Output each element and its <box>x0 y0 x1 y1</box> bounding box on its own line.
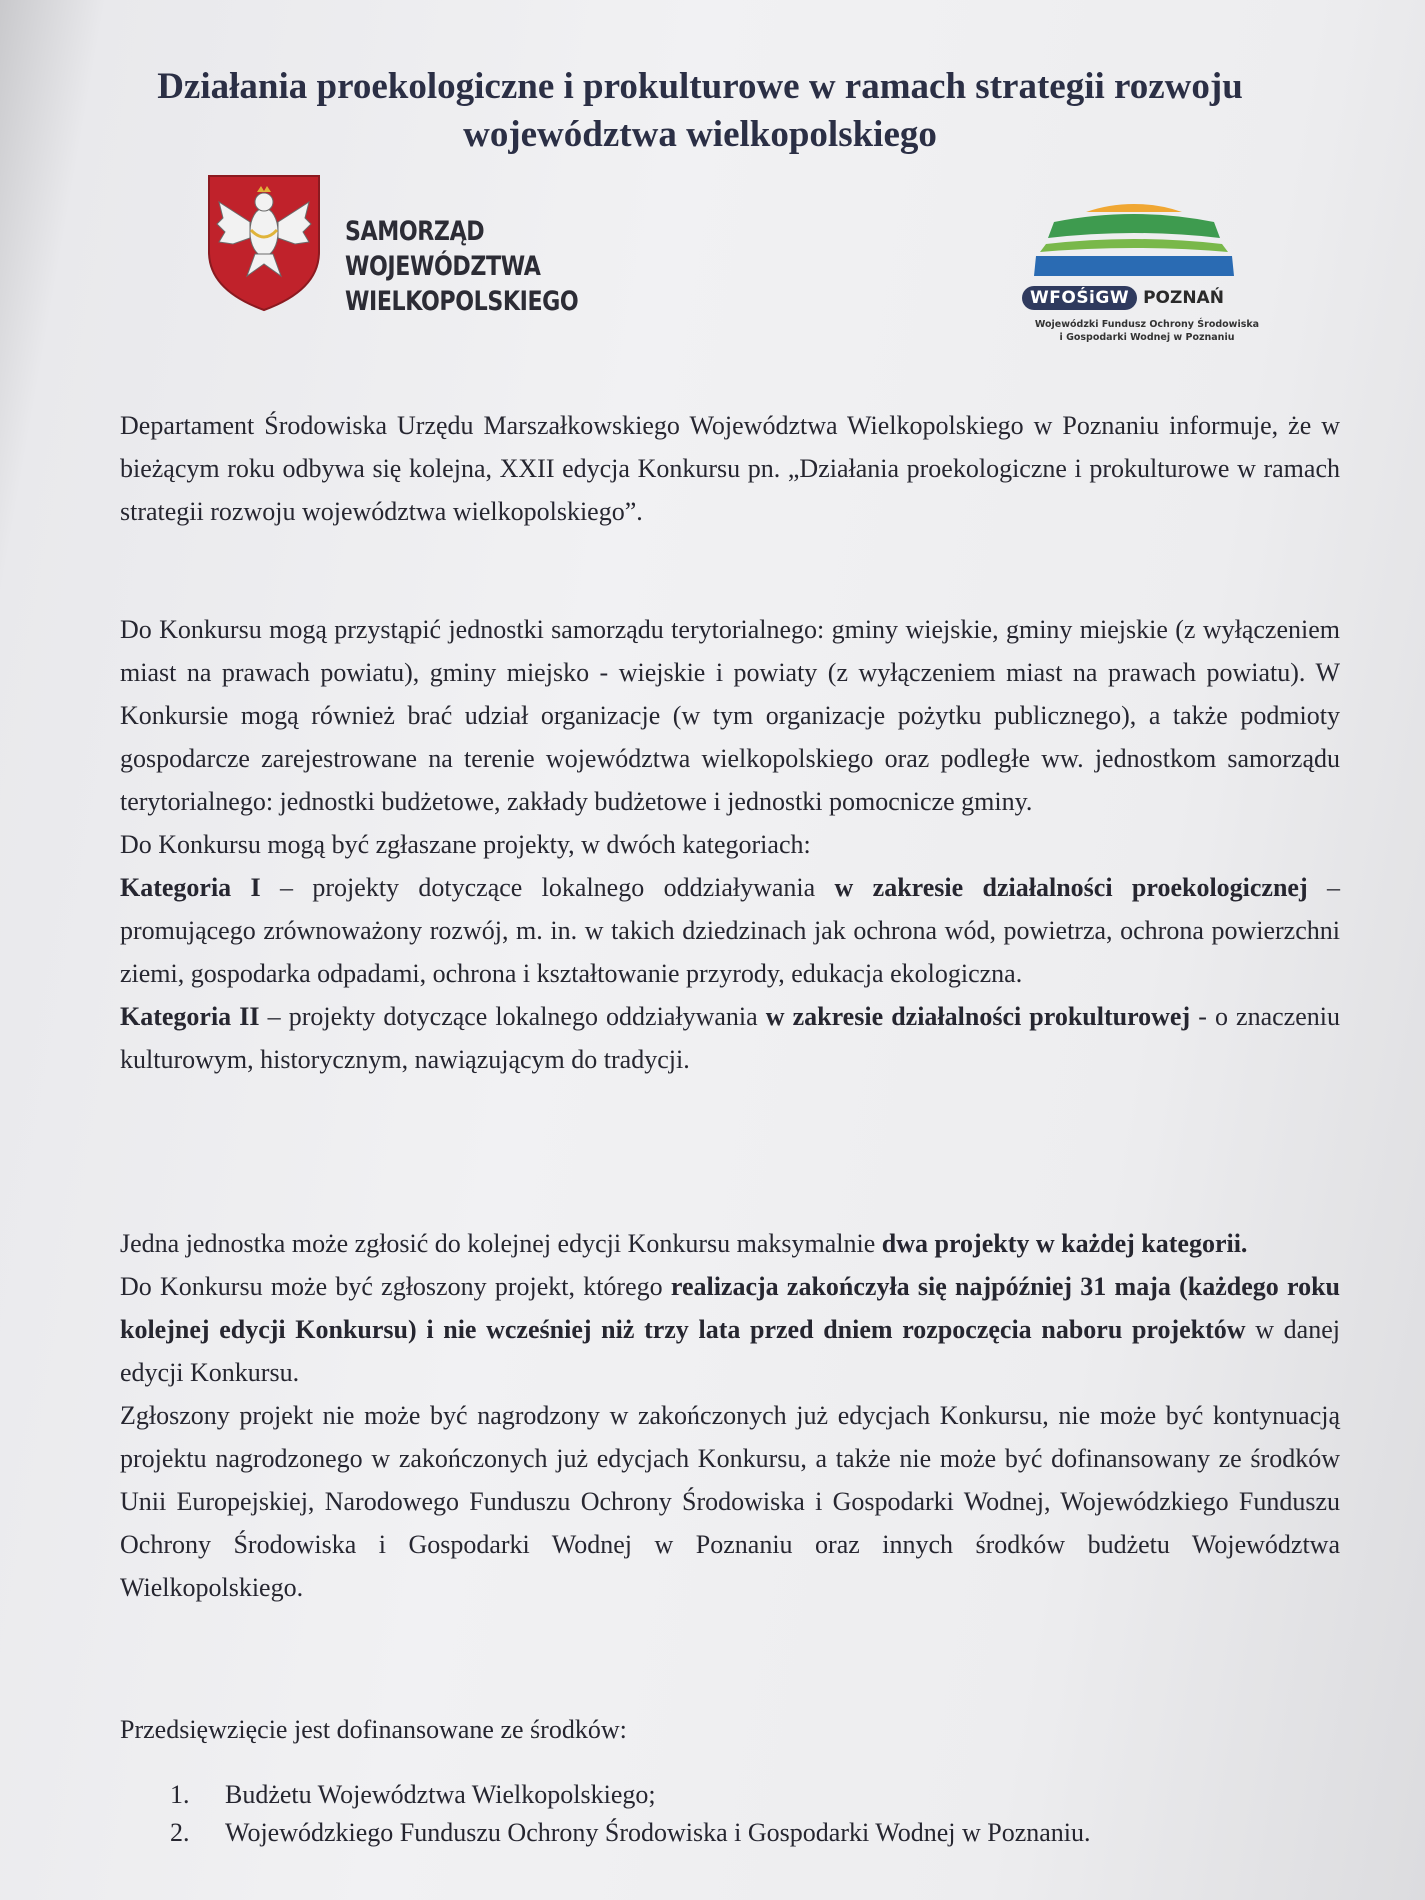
categories-intro: Do Konkursu mogą być zgłaszane projekty, w dwóch kategoriach: <box>120 830 811 859</box>
category-2-label: Kategoria II <box>120 1002 260 1031</box>
category-1-label: Kategoria I <box>120 873 261 902</box>
samorzad-line-1: SAMORZĄD WOJEWÓDZTWA <box>345 216 541 282</box>
timing-text-a: Do Konkursu może być zgłoszony projekt, którego <box>120 1272 671 1301</box>
category-2 <box>120 995 1340 1081</box>
limit-text: Jedna jednostka może zgłosić do kolejnej edycji Konkursu maksymalnie <box>120 1229 882 1258</box>
title-line-1: Działania proekologiczne i prokulturowe w ramach strategii rozwoju <box>157 65 1243 107</box>
samorzad-line-2: WIELKOPOLSKIEGO <box>345 286 579 317</box>
category-2-text-b: - o znaczeniu kulturowym, historycznym, nawiązującym do tradycji. <box>120 1002 1340 1074</box>
wfosigw-name-row <box>1022 286 1224 310</box>
list-item <box>170 1776 1270 1814</box>
wfosigw-sub-2: i Gospodarki Wodnej w Poznaniu <box>1059 332 1235 343</box>
wfosigw-rainbow-icon <box>1024 188 1244 280</box>
eagle-shield-icon <box>205 172 323 312</box>
rules-section <box>120 1222 1340 1609</box>
limit-paragraph <box>120 1222 1340 1265</box>
timing-text-b: w danej edycji Konkursu. <box>120 1315 1340 1387</box>
list-item-number: 2. <box>170 1818 190 1847</box>
category-1-text-b: – promującego zrównoważony rozwój, m. in. w takich dziedzinach jak ochrona wód, powietrza, ochrona powierzchni ziemi, gospodarka odpadami, ochrona i kształtowanie przyrody, edukacja ekologiczna. <box>120 873 1341 988</box>
category-2-bold: w zakresie działalności prokulturowej <box>765 1002 1191 1031</box>
category-1 <box>120 866 1340 995</box>
wfosigw-logo <box>1012 188 1282 358</box>
list-item-text: Wojewódzkiego Funduszu Ochrony Środowiska i Gospodarki Wodnej w Poznaniu. <box>225 1818 1091 1847</box>
funding-list <box>170 1776 1270 1852</box>
wfosigw-subtitle <box>1012 318 1282 344</box>
wfosigw-city: POZNAŃ <box>1143 288 1224 308</box>
list-item-text: Budżetu Województwa Wielkopolskiego; <box>225 1780 656 1809</box>
restrictions-paragraph: Zgłoszony projekt nie może być nagrodzony w zakończonych już edycjach Konkursu, nie może być kontynuacją projektu nagrodzonego w zakończonych już edycjach Konkursu, a także nie może być dofinansowany ze środków Unii Europejskiej, Narodowego Funduszu Ochrony Środowiska i Gospodarki Wodnej, Wojewódzkiego Funduszu Ochrony Środowiska i Gospodarki Wodnej w Poznaniu oraz innych środków budżetu Województwa Wielkopolskiego. <box>120 1401 1340 1602</box>
list-item-number: 1. <box>170 1780 190 1809</box>
category-1-bold: w zakresie działalności proekologicznej <box>834 873 1308 902</box>
eligibility-section <box>120 608 1340 1081</box>
category-2-text-a: – projekty dotyczące lokalnego oddziaływania <box>259 1002 766 1031</box>
timing-bold: realizacja zakończyła się najpóźniej 31 maja (każdego roku kolejnej edycji Konkursu) i nie wcześniej niż trzy lata przed dniem rozpoczęcia naboru projektów <box>120 1272 1340 1344</box>
intro-paragraph: Departament Środowiska Urzędu Marszałkowskiego Województwa Wielkopolskiego w Poznaniu informuje, że w bieżącym roku odbywa się kolejna, XXII edycja Konkursu pn. „Działania proekologiczne i prokulturowe w ramach strategii rozwoju województwa wielkopolskiego”. <box>120 411 1340 526</box>
funding-intro: Przedsięwzięcie jest dofinansowane ze środków: <box>120 1715 627 1744</box>
wfosigw-badge: WFOŚiGW <box>1022 286 1137 310</box>
category-1-text-a: – projekty dotyczące lokalnego oddziaływania <box>260 873 835 902</box>
eligibility-paragraph: Do Konkursu mogą przystąpić jednostki samorządu terytorialnego: gminy wiejskie, gminy miejskie (z wyłączeniem miast na prawach powiatu), gminy miejsko - wiejskie i powiaty (z wyłączeniem miast na prawach powiatu). W Konkursie mogą również brać udział organizacje (w tym organizacje pożytku publicznego), a także podmioty gospodarcze zarejestrowane na terenie województwa wielkopolskiego oraz podległe ww. jednostkom samorządu terytorialnego: jednostki budżetowe, zakłady budżetowe i jednostki pomocnicze gminy. <box>120 615 1340 816</box>
title-line-2: województwa wielkopolskiego <box>463 113 937 155</box>
samorzad-logo <box>205 172 645 322</box>
limit-bold: dwa projekty w każdej kategorii. <box>881 1229 1248 1258</box>
samorzad-name <box>345 214 591 319</box>
wfosigw-sub-1: Wojewódzki Fundusz Ochrony Środowiska <box>1034 319 1260 330</box>
page-title <box>120 63 1280 159</box>
list-item <box>170 1814 1270 1852</box>
timing-paragraph <box>120 1265 1340 1394</box>
